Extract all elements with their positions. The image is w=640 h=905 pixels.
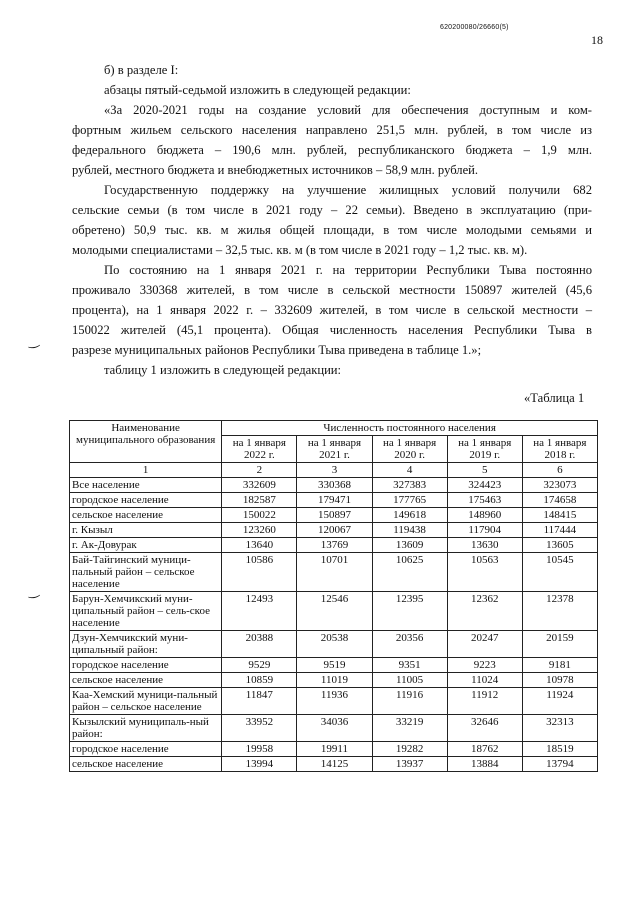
row-value-cell: 12395 [372, 592, 447, 631]
row-name-cell: г. Кызыл [70, 523, 222, 538]
row-value-cell: 13769 [297, 538, 372, 553]
paragraph-support-line: обретено) 50,9 тыс. кв. м жилья общей площади, в том числе молодыми семьями и [72, 223, 592, 237]
table-row [70, 592, 598, 631]
paragraph-population-line: разрезе муниципальных районов Республики Тыва приведена в таблице 1.»; [72, 343, 482, 357]
row-value-cell: 148960 [447, 508, 522, 523]
row-value-cell: 11936 [297, 688, 372, 715]
header-name-cell: Наименование муниципального образования [70, 421, 222, 463]
row-value-cell: 33952 [222, 715, 297, 742]
row-value-cell: 150022 [222, 508, 297, 523]
row-value-cell: 182587 [222, 493, 297, 508]
row-value-cell: 19958 [222, 742, 297, 757]
row-value-cell: 10701 [297, 553, 372, 592]
row-value-cell: 14125 [297, 757, 372, 772]
row-value-cell: 11916 [372, 688, 447, 715]
row-value-cell: 32646 [447, 715, 522, 742]
paragraph-population-line: По состоянию на 1 января 2021 г. на территории Республики Тыва постоянно [104, 263, 592, 277]
margin-pen-mark: ‿ [26, 332, 40, 349]
column-number-cell: 5 [447, 463, 522, 478]
row-value-cell: 11024 [447, 673, 522, 688]
paragraph-support-line: Государственную поддержку на улучшение жилищных условий получили 682 [104, 183, 592, 197]
row-value-cell: 11924 [522, 688, 597, 715]
row-value-cell: 9519 [297, 658, 372, 673]
row-value-cell: 177765 [372, 493, 447, 508]
row-value-cell: 9529 [222, 658, 297, 673]
row-value-cell: 12493 [222, 592, 297, 631]
row-value-cell: 20356 [372, 631, 447, 658]
paragraph-population-line: процента), на 1 января 2022 г. – 332609 жителей, в том числе в сельской местности – [72, 303, 592, 317]
row-name-cell: Бай-Тайгинский муници-пальный район – сельское население [70, 553, 222, 592]
row-value-cell: 13794 [522, 757, 597, 772]
table-row [70, 493, 598, 508]
paragraph-funding-line: фортным жильем сельского населения направлено 251,5 млн. рублей, в том числе из [72, 123, 592, 137]
document-code: 620200080/26660(5) [440, 24, 509, 31]
row-value-cell: 13605 [522, 538, 597, 553]
table-caption: «Таблица 1 [524, 391, 585, 405]
row-value-cell: 34036 [297, 715, 372, 742]
row-name-cell: городское население [70, 658, 222, 673]
column-number-cell: 1 [70, 463, 222, 478]
row-value-cell: 179471 [297, 493, 372, 508]
table-row [70, 715, 598, 742]
row-value-cell: 20388 [222, 631, 297, 658]
paragraph-funding-line: «За 2020-2021 годы на создание условий для обеспечения доступным и ком- [104, 103, 592, 117]
row-value-cell: 13640 [222, 538, 297, 553]
row-value-cell: 324423 [447, 478, 522, 493]
row-value-cell: 117904 [447, 523, 522, 538]
table-row [70, 631, 598, 658]
population-table [69, 420, 598, 772]
table-row [70, 538, 598, 553]
row-value-cell: 10978 [522, 673, 597, 688]
row-value-cell: 18762 [447, 742, 522, 757]
row-name-cell: Дзун-Хемчикский муни-ципальный район: [70, 631, 222, 658]
row-value-cell: 19282 [372, 742, 447, 757]
table-row [70, 508, 598, 523]
header-year-cell: на 1 января 2020 г. [372, 436, 447, 463]
row-value-cell: 174658 [522, 493, 597, 508]
header-year-cell: на 1 января 2019 г. [447, 436, 522, 463]
table-body [70, 478, 598, 772]
row-value-cell: 12362 [447, 592, 522, 631]
paragraph-table-instruction: таблицу 1 изложить в следующей редакции: [104, 363, 342, 377]
row-name-cell: Кызылский муниципаль-ный район: [70, 715, 222, 742]
row-value-cell: 11005 [372, 673, 447, 688]
header-year-cell: на 1 января 2018 г. [522, 436, 597, 463]
row-value-cell: 10545 [522, 553, 597, 592]
paragraph-section-ref: б) в разделе I: [104, 63, 179, 77]
table-row [70, 478, 598, 493]
row-value-cell: 20247 [447, 631, 522, 658]
row-value-cell: 20538 [297, 631, 372, 658]
row-value-cell: 11019 [297, 673, 372, 688]
row-value-cell: 175463 [447, 493, 522, 508]
column-number-cell: 3 [297, 463, 372, 478]
table-header-row [70, 421, 598, 436]
table-row [70, 673, 598, 688]
column-number-cell: 2 [222, 463, 297, 478]
row-value-cell: 33219 [372, 715, 447, 742]
paragraph-population-line: 150022 жителей (45,1 процента). Общая численность населения Республики Тыва в [72, 323, 592, 337]
table-column-numbers-row [70, 463, 598, 478]
column-number-cell: 4 [372, 463, 447, 478]
row-value-cell: 18519 [522, 742, 597, 757]
paragraph-support-line: молодыми специалистами – 32,5 тыс. кв. м (в том числе в 2021 году – 1,2 тыс. кв. м). [72, 243, 528, 257]
row-value-cell: 123260 [222, 523, 297, 538]
row-value-cell: 9181 [522, 658, 597, 673]
row-value-cell: 11912 [447, 688, 522, 715]
row-value-cell: 13609 [372, 538, 447, 553]
table-row [70, 742, 598, 757]
row-value-cell: 32313 [522, 715, 597, 742]
row-value-cell: 12378 [522, 592, 597, 631]
table-row [70, 553, 598, 592]
row-value-cell: 10625 [372, 553, 447, 592]
row-value-cell: 12546 [297, 592, 372, 631]
header-year-cell: на 1 января 2022 г. [222, 436, 297, 463]
row-value-cell: 150897 [297, 508, 372, 523]
table-row [70, 757, 598, 772]
row-value-cell: 330368 [297, 478, 372, 493]
body-text [72, 60, 592, 380]
table-row [70, 523, 598, 538]
row-value-cell: 120067 [297, 523, 372, 538]
row-value-cell: 148415 [522, 508, 597, 523]
row-value-cell: 19911 [297, 742, 372, 757]
paragraph-support-line: сельские семьи (в том числе в 2021 году – 22 семьи). Введено в эксплуатацию (при- [72, 203, 592, 217]
row-name-cell: городское население [70, 493, 222, 508]
row-value-cell: 117444 [522, 523, 597, 538]
row-name-cell: Каа-Хемский муници-пальный район – сельское население [70, 688, 222, 715]
row-value-cell: 9223 [447, 658, 522, 673]
paragraph-population-line: проживало 330368 жителей, в том числе в сельской местности 150897 жителей (45,6 [72, 283, 592, 297]
row-value-cell: 149618 [372, 508, 447, 523]
page-number: 18 [591, 33, 603, 47]
row-value-cell: 13884 [447, 757, 522, 772]
row-name-cell: сельское население [70, 508, 222, 523]
row-value-cell: 11847 [222, 688, 297, 715]
column-number-cell: 6 [522, 463, 597, 478]
row-value-cell: 20159 [522, 631, 597, 658]
row-name-cell: сельское население [70, 673, 222, 688]
table-row [70, 688, 598, 715]
row-name-cell: Все население [70, 478, 222, 493]
margin-pen-mark: ‿ [26, 582, 40, 599]
row-value-cell: 9351 [372, 658, 447, 673]
row-value-cell: 10563 [447, 553, 522, 592]
paragraph-funding-line: федерального бюджета – 190,6 млн. рублей, республиканского бюджета – 1,9 млн. [72, 143, 592, 157]
row-value-cell: 13630 [447, 538, 522, 553]
row-name-cell: Барун-Хемчикский муни-ципальный район – сель-ское население [70, 592, 222, 631]
row-value-cell: 332609 [222, 478, 297, 493]
table-row [70, 658, 598, 673]
row-name-cell: г. Ак-Довурак [70, 538, 222, 553]
row-value-cell: 323073 [522, 478, 597, 493]
row-value-cell: 13937 [372, 757, 447, 772]
row-value-cell: 13994 [222, 757, 297, 772]
row-value-cell: 327383 [372, 478, 447, 493]
header-year-cell: на 1 января 2021 г. [297, 436, 372, 463]
row-value-cell: 10859 [222, 673, 297, 688]
row-name-cell: сельское население [70, 757, 222, 772]
row-value-cell: 119438 [372, 523, 447, 538]
header-group-cell: Численность постоянного населения [222, 421, 598, 436]
paragraph-instruction: абзацы пятый-седьмой изложить в следующей редакции: [104, 83, 411, 97]
row-name-cell: городское население [70, 742, 222, 757]
paragraph-funding-line: рублей, местного бюджета и внебюджетных источников – 58,9 млн. рублей. [72, 163, 479, 177]
row-value-cell: 10586 [222, 553, 297, 592]
